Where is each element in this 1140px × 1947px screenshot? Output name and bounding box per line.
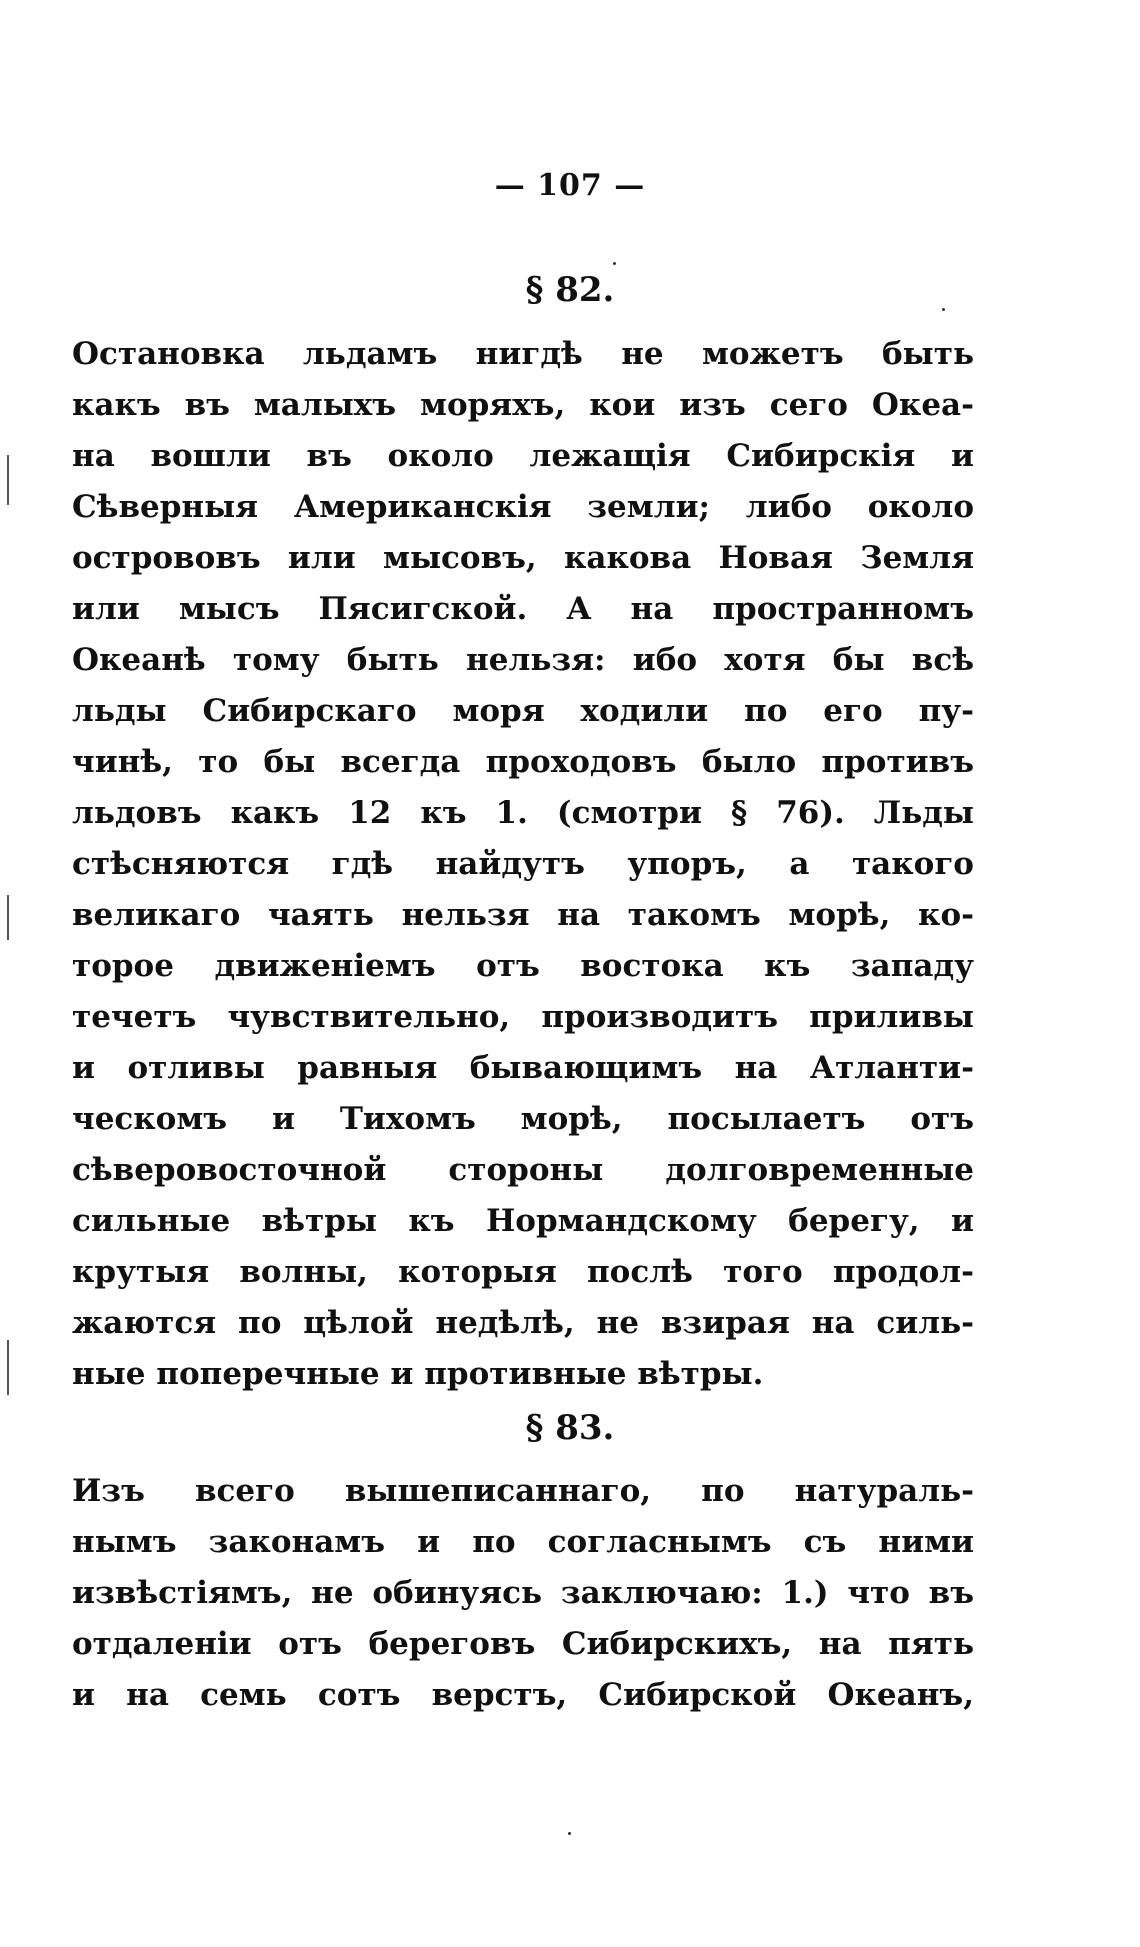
text-line: крутыя волны, которыя послѣ того продол- <box>72 1254 974 1290</box>
text-line: отдаленіи отъ береговъ Сибирскихъ, на пять <box>72 1626 974 1662</box>
text-line: ческомъ и Тихомъ морѣ, посылаетъ отъ <box>72 1101 974 1137</box>
text-line: и на семь сотъ верстъ, Сибирской Океанъ, <box>72 1677 974 1713</box>
margin-scan-mark <box>7 455 9 505</box>
scan-speck <box>942 308 945 311</box>
text-line: извѣстіямъ, не обинуясь заключаю: 1.) что въ <box>72 1575 974 1611</box>
text-line: чинѣ, то бы всегда проходовъ было противъ <box>72 744 974 780</box>
text-line: торое движеніемъ отъ востока къ западу <box>72 948 974 984</box>
text-line: или мысъ Пясигской. А на пространномъ <box>72 591 974 627</box>
section-83-heading: § 83. <box>525 1408 615 1448</box>
text-line: жаются по цѣлой недѣлѣ, не взирая на силь- <box>72 1305 974 1341</box>
text-line: льды Сибирскаго моря ходили по его пу- <box>72 693 974 729</box>
text-line: острововъ или мысовъ, какова Новая Земля <box>72 540 974 576</box>
text-line: Сѣверныя Американскія земли; либо около <box>72 489 974 525</box>
text-line: льдовъ какъ 12 къ 1. (смотри § 76). Льды <box>72 795 974 831</box>
text-line: нымъ законамъ и по согласнымъ съ ними <box>72 1524 974 1560</box>
text-line: ные поперечные и противные вѣтры. <box>72 1356 764 1392</box>
text-line: какъ въ малыхъ моряхъ, кои изъ сего Океа- <box>72 387 974 423</box>
text-line: сильные вѣтры къ Нормандскому берегу, и <box>72 1203 974 1239</box>
scan-speck <box>568 1832 571 1835</box>
text-line: великаго чаять нельзя на такомъ морѣ, ко- <box>72 897 974 933</box>
text-line: течетъ чувствительно, производитъ приливы <box>72 999 974 1035</box>
section-82-paragraph <box>72 329 974 1400</box>
margin-scan-mark <box>7 895 9 940</box>
scan-speck <box>613 262 616 265</box>
text-line: Остановка льдамъ нигдѣ не можетъ быть <box>72 336 974 372</box>
text-line: Океанѣ тому быть нельзя: ибо хотя бы всѣ <box>72 642 974 678</box>
margin-scan-mark <box>7 1340 9 1395</box>
text-line: Изъ всего вышеписаннаго, по натураль- <box>72 1473 974 1509</box>
text-line: на вошли въ около лежащія Сибирскія и <box>72 438 974 474</box>
text-line: и отливы равныя бывающимъ на Атланти- <box>72 1050 974 1086</box>
page-number-header: — 107 — <box>494 168 646 203</box>
section-83-paragraph <box>72 1466 974 1721</box>
section-82-heading: § 82. <box>525 270 615 310</box>
text-line: стѣсняются гдѣ найдутъ упоръ, а такого <box>72 846 974 882</box>
text-line: сѣверовосточной стороны долговременные <box>72 1152 974 1188</box>
